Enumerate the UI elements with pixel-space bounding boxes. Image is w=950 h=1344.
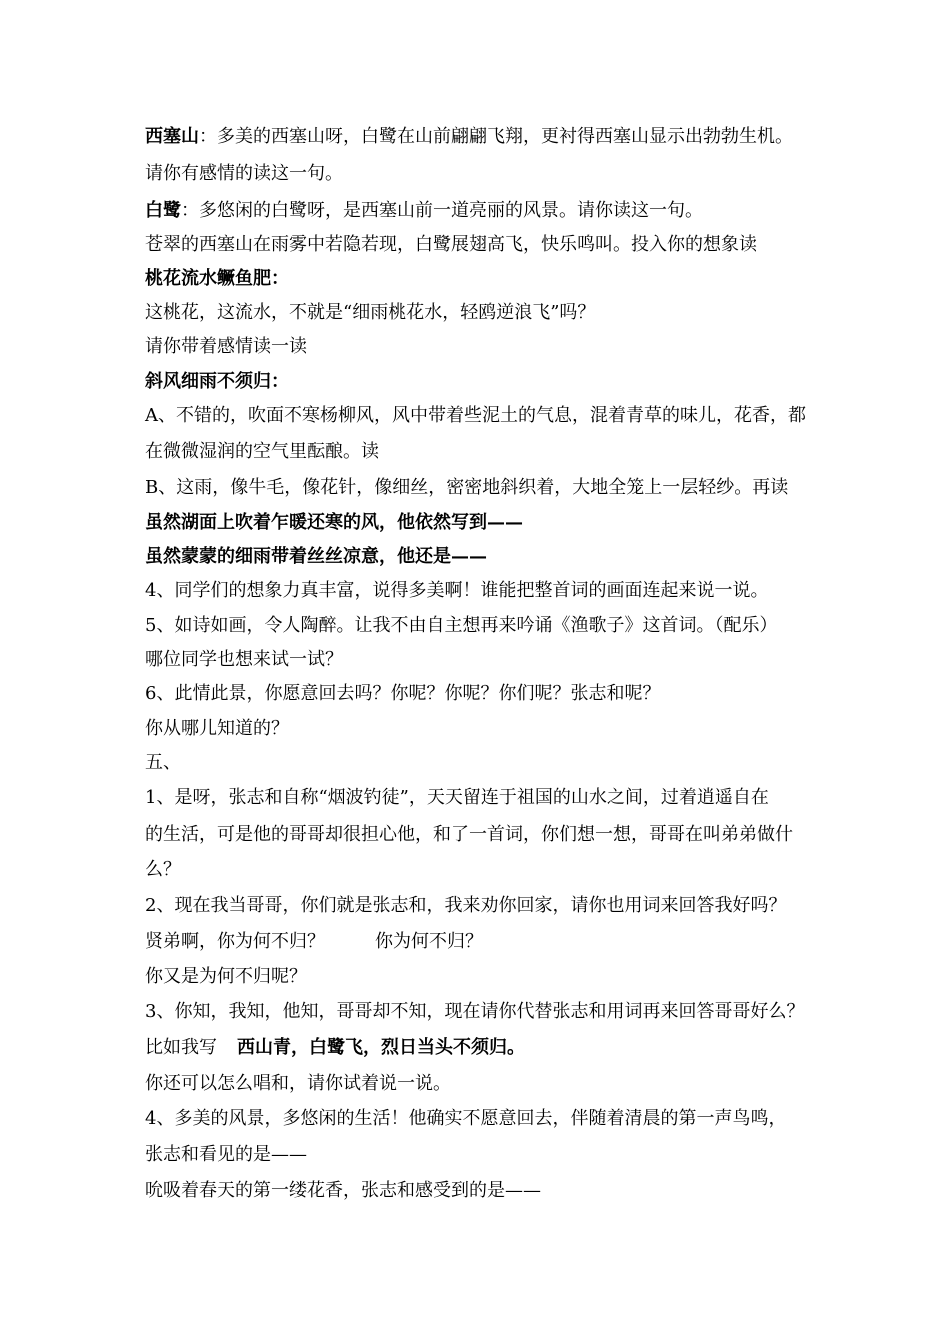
line-a-1: A、不错的，吹面不寒杨柳风，风中带着些泥土的气息，混着青草的味儿，花香，都 — [145, 405, 806, 426]
line-5-1: 1、是呀，张志和自称“烟波钓徒”，天天留连于祖国的山水之间，过着逍遥自在 — [145, 787, 769, 808]
line-a-2: 在微微湿润的空气里酝酿。读 — [145, 441, 379, 462]
line-5-4-end: 吮吸着春天的第一缕花香，张志和感受到的是—— — [145, 1180, 541, 1201]
line-bailu: 白鹭：多悠闲的白鹭呀，是西塞山前一道亮丽的风景。请你读这一句。 — [145, 200, 703, 221]
line-ask-again: 你为何不归？ — [375, 931, 483, 952]
line-taohua-liushui: 这桃花，这流水，不就是“细雨桃花水，轻鸥逆浪飞”吗？ — [145, 302, 596, 323]
line-b: B、这雨，像牛毛，像花针，像细丝，密密地斜织着，大地全笼上一层轻纱。再读 — [145, 477, 789, 498]
line-bold-wind: 虽然湖面上吹着乍暖还寒的风，他依然写到—— — [145, 512, 523, 533]
line-how-else: 你还可以怎么唱和，请你试着说一说。 — [145, 1073, 451, 1094]
line-5-4-cont: 张志和看见的是—— — [145, 1144, 307, 1165]
heading-taohua: 桃花流水鳜鱼肥： — [145, 268, 289, 289]
line-5-1-end: 么？ — [145, 859, 181, 880]
line-why-not-return: 你又是为何不归呢？ — [145, 966, 307, 987]
heading-xiefeng: 斜风细雨不须归： — [145, 371, 289, 392]
line-read-instruction-2: 请你带着感情读一读 — [145, 336, 307, 357]
line-example: 比如我写 西山青，白鹭飞，烈日当头不须归。 — [145, 1037, 525, 1058]
line-item-5-cont: 哪位同学也想来试一试？ — [145, 649, 343, 670]
line-bold-rain: 虽然蒙蒙的细雨带着丝丝凉意，他还是—— — [145, 546, 487, 567]
line-5-2: 2、现在我当哥哥，你们就是张志和，我来劝你回家，请你也用词来回答我好吗？ — [145, 895, 787, 916]
line-5-4: 4、多美的风景，多悠闲的生活！他确实不愿意回去，伴随着清晨的第一声鸟鸣， — [145, 1108, 787, 1129]
line-read-instruction-1: 请你有感情的读这一句。 — [145, 163, 343, 184]
line-imagination-read: 苍翠的西塞山在雨雾中若隐若现，白鹭展翅高飞，快乐鸣叫。投入你的想象读 — [145, 234, 757, 255]
line-item-6-cont: 你从哪儿知道的？ — [145, 718, 289, 739]
line-xisaishan: 西塞山：多美的西塞山呀，白鹭在山前翩翩飞翔，更衬得西塞山显示出勃勃生机。 — [145, 126, 793, 147]
line-5-3: 3、你知，我知，他知，哥哥却不知，现在请你代替张志和用词再来回答哥哥好么？ — [145, 1001, 805, 1022]
line-5-1-cont: 的生活，可是他的哥哥却很担心他，和了一首词，你们想一想，哥哥在叫弟弟做什 — [145, 824, 793, 845]
section-five-heading: 五、 — [145, 752, 181, 773]
line-item-5: 5、如诗如画，令人陶醉。让我不由自主想再来吟诵《渔歌子》这首词。（配乐） — [145, 615, 778, 636]
line-xiandi: 贤弟啊，你为何不归？ — [145, 931, 325, 952]
example-poem: 西山青，白鹭飞，烈日当头不须归。 — [237, 1037, 525, 1058]
line-item-6: 6、此情此景，你愿意回去吗？你呢？你呢？你们呢？张志和呢？ — [145, 683, 661, 704]
line-item-4: 4、同学们的想象力真丰富，说得多美啊！谁能把整首词的画面连起来说一说。 — [145, 580, 769, 601]
